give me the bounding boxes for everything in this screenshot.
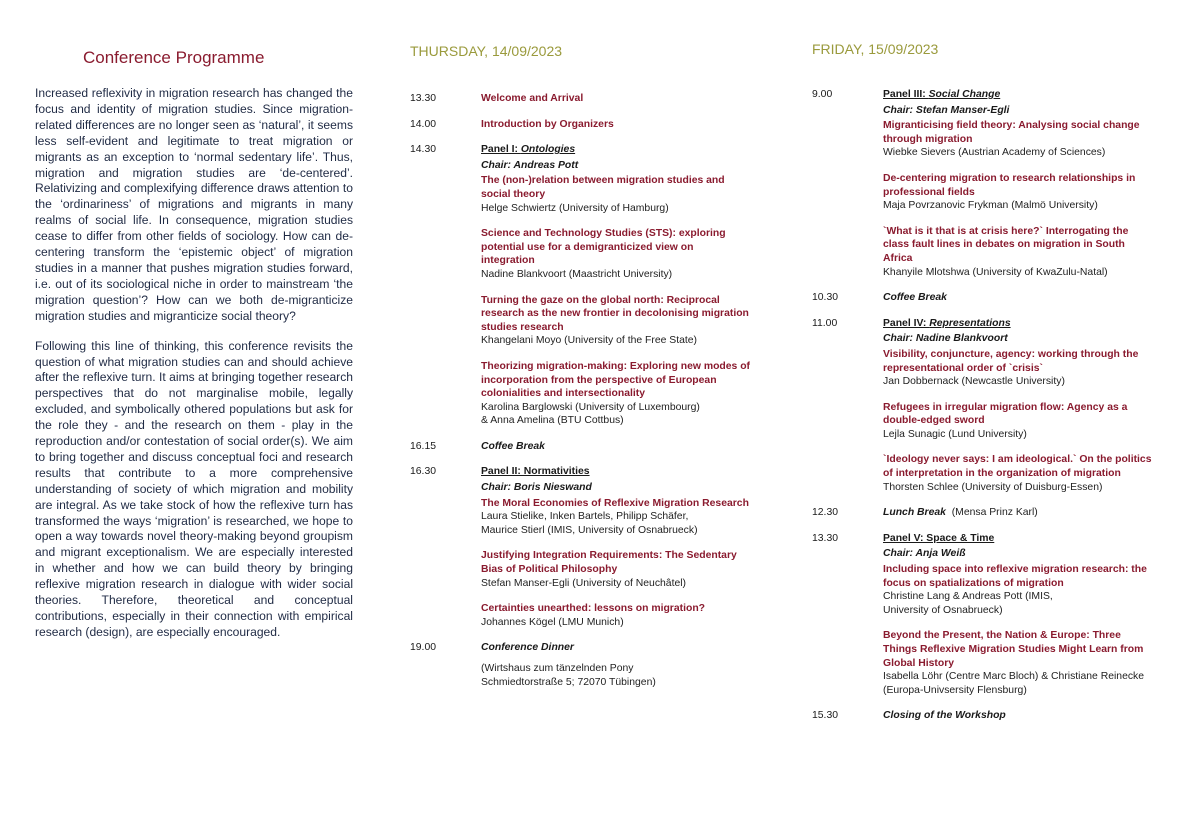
talk-title: The (non-)relation between migration studies and social theory <box>481 175 725 200</box>
talk-item <box>481 549 750 590</box>
talk-item <box>481 360 750 428</box>
panel-chair: Chair: Nadine Blankvoort <box>883 333 1008 345</box>
talk-speakers: Khanyile Mlotshwa (University of KwaZulu-Natal) <box>883 266 1108 278</box>
item-time: 13.30 <box>410 93 437 104</box>
item-time: 9.00 <box>812 89 833 100</box>
talk-speakers: Wiebke Sievers (Austrian Academy of Sciences) <box>883 147 1106 159</box>
item-time: 14.30 <box>410 144 437 156</box>
talk-title: Visibility, conjuncture, agency: working through the representational order of `crisis` <box>883 348 1139 374</box>
talk-item <box>481 497 750 538</box>
talk-speakers: University of Osnabrueck) <box>883 604 1003 616</box>
thursday-heading: THURSDAY, 14/09/2023 <box>410 43 563 59</box>
talk-title: `Ideology never says: I am ideological.` On the politics of interpretation in the organization of migration <box>883 454 1152 480</box>
talk-speakers: Helge Schwiertz (University of Hamburg) <box>481 202 669 214</box>
talk-title: Migranticising field theory: Analysing social change through migration <box>883 120 1140 145</box>
schedule-item-coffee-break <box>812 291 1152 305</box>
talk-item <box>883 348 1152 389</box>
panel-chair: Chair: Stefan Manser-Egli <box>883 104 1010 116</box>
talk-speakers: Maja Povrzanovic Frykman (Malmö University) <box>883 200 1098 212</box>
intro-text <box>35 86 353 641</box>
item-label: Coffee Break <box>883 292 947 304</box>
talk-speakers: Khangelani Moyo (University of the Free State) <box>481 335 697 347</box>
item-label: Closing of the Workshop <box>883 710 1006 722</box>
talk-title: The Moral Economies of Reflexive Migration Research <box>481 497 749 509</box>
talk-title: Justifying Integration Requirements: The Sedentary Bias of Political Philosophy <box>481 550 737 576</box>
talk-item <box>883 629 1152 697</box>
item-time: 12.30 <box>812 507 839 519</box>
item-time: 10.30 <box>812 292 839 304</box>
panel-title: Panel V: Space & Time <box>883 532 995 544</box>
talk-speakers: Stefan Manser-Egli (University of Neuchâtel) <box>481 577 687 589</box>
item-time: 16.15 <box>410 440 437 452</box>
schedule-item-introduction <box>410 118 750 132</box>
talk-title: De-centering migration to research relationships in professional fields <box>883 172 1136 198</box>
panel-1 <box>410 143 750 428</box>
talk-item <box>883 401 1152 442</box>
panel-title: Panel II: Normativities <box>481 466 590 478</box>
panel-3 <box>812 88 1152 279</box>
talk-title: Certainties unearthed: lessons on migration? <box>481 603 706 615</box>
panel-4 <box>812 317 1152 495</box>
talk-speakers: Maurice Stierl (IMIS, University of Osnabrueck) <box>481 524 698 536</box>
schedule-item-lunch-break <box>812 506 1152 520</box>
item-time: 16.30 <box>410 466 437 478</box>
talk-item <box>481 174 750 215</box>
talk-speakers: & Anna Amelina (BTU Cottbus) <box>481 415 624 427</box>
intro-column <box>35 48 353 655</box>
friday-schedule <box>812 88 1152 735</box>
panel-chair: Chair: Andreas Pott <box>481 159 579 171</box>
talk-item <box>883 172 1152 213</box>
talk-speakers: Thorsten Schlee (University of Duisburg-Essen) <box>883 481 1103 493</box>
talk-title: Including space into reflexive migration research: the focus on spatializations of migration <box>883 564 1147 589</box>
item-label: Lunch Break <box>883 507 946 519</box>
talk-speakers: Lejla Sunagic (Lund University) <box>883 428 1027 440</box>
panel-chair: Chair: Boris Nieswand <box>481 482 592 494</box>
dinner-venue: (Wirtshaus zum tänzelnden Pony <box>481 663 634 674</box>
panel-title: Panel III: Social Change <box>883 89 1001 100</box>
talk-speakers: Isabella Löhr (Centre Marc Bloch) & Christiane Reinecke <box>883 671 1145 683</box>
talk-speakers: Karolina Barglowski (University of Luxembourg) <box>481 401 700 413</box>
schedule-item-coffee-break <box>410 440 750 454</box>
item-label: Conference Dinner <box>481 642 574 654</box>
intro-paragraph: Following this line of thinking, this conference revisits the question of what migration studies can and should achieve after the reflexive turn. It aims at bringing together research perspectives that do not marginalise mobile, legally excluded, and symbolically othered populations but ask for the role they - and the research on them - play in the reproduction and/or contestation of social order(s). We aim to bring together and discuss conceptual foci and research results that contribute to a more comprehensive understanding of society of which migration and mobility are integral. As we take stock of how the reflexive turn has transformed the ways ‘migration’ is researched, we hope to open a way towards novel theory-making beyond groupism and migrant exceptionalism. We are especially interested in whether and how we can build theory by bringing reflexive migration research in dialogue with wider social theories. Therefore, theoretical and conceptual contributions, especially in their connection with empirical research (design), are especially encouraged. <box>35 338 353 639</box>
item-label: Introduction by Organizers <box>481 118 614 130</box>
item-time: 11.00 <box>812 317 838 329</box>
talk-item <box>883 563 1152 617</box>
item-label: Welcome and Arrival <box>481 93 584 104</box>
lunch-place: (Mensa Prinz Karl) <box>951 507 1038 519</box>
panel-chair: Chair: Anja Weiß <box>883 548 966 560</box>
item-time: 15.30 <box>812 710 839 722</box>
talk-title: Science and Technology Studies (STS): exploring potential use for a demigranticized view on integration <box>481 228 726 267</box>
item-time: 14.00 <box>410 118 437 130</box>
schedule-item-welcome <box>410 92 750 106</box>
talk-title: Theorizing migration-making: Exploring new modes of incorporation from the perspective of European colonialities and intersectionality <box>481 360 751 400</box>
talk-speakers: Laura Stielike, Inken Bartels, Philipp Schäfer, <box>481 511 689 523</box>
talk-item <box>481 227 750 281</box>
panel-5 <box>812 532 1152 698</box>
talk-item <box>883 225 1152 279</box>
item-time: 13.30 <box>812 532 839 544</box>
schedule-item-dinner <box>410 641 750 689</box>
talk-speakers: Christine Lang & Andreas Pott (IMIS, <box>883 591 1053 603</box>
schedule-item-closing <box>812 709 1152 723</box>
talk-item <box>883 453 1152 494</box>
item-time: 19.00 <box>410 642 437 654</box>
talk-speakers: Nadine Blankvoort (Maastricht University) <box>481 268 673 280</box>
panel-title: Panel IV: Representations <box>883 317 1011 329</box>
panel-title: Panel I: Ontologies <box>481 144 576 156</box>
intro-paragraph: Increased reflexivity in migration research has changed the focus and identity of migration studies. Since migration-related differences are no longer seen as ‘natural’, it seems less self-evident and legitimate to treat migration or migrants as an exception to ‘normal sedentary life’. Thus, migration and migration studies are ‘de-centered’. Relativizing and complexifying difference draws attention to the ‘ordinariness’ of migrations and migrants in many realms of social life. In consequence, migration studies cease to differ from other fields of sociology. How can de-centering transform the ‘epistemic object’ of migration studies in a manner that pushes migration studies forward, i.e. out of its sociological niche in order to mainstream ‘the migration question’? How can we both de-migranticize migration studies and migranticize social theory? <box>35 86 353 323</box>
dinner-address: Schmiedtorstraße 5; 72070 Tübingen) <box>481 676 656 688</box>
thursday-schedule <box>410 92 750 701</box>
page-title: Conference Programme <box>83 48 265 67</box>
talk-item <box>481 602 750 629</box>
panel-2 <box>410 465 750 629</box>
item-label: Coffee Break <box>481 440 545 452</box>
talk-title: Refugees in irregular migration flow: Agency as a double-edged sword <box>883 401 1128 427</box>
talk-speakers: Johannes Kögel (LMU Munich) <box>481 616 624 628</box>
talk-title: Beyond the Present, the Nation & Europe: Three Things Reflexive Migration Studies Might Learn from Global History <box>883 630 1144 669</box>
talk-item <box>481 294 750 348</box>
talk-speakers: Jan Dobbernack (Newcastle University) <box>883 376 1065 388</box>
friday-heading: FRIDAY, 15/09/2023 <box>812 41 939 57</box>
talk-title: `What is it that is at crisis here?` Interrogating the class fault lines in debates on migration in South Africa <box>883 225 1129 264</box>
talk-title: Turning the gaze on the global north: Reciprocal research as the new frontier in decolonising migration studies research <box>481 294 749 333</box>
talk-speakers: (Europa-Univsersity Flensburg) <box>883 684 1027 696</box>
talk-item <box>883 119 1152 160</box>
